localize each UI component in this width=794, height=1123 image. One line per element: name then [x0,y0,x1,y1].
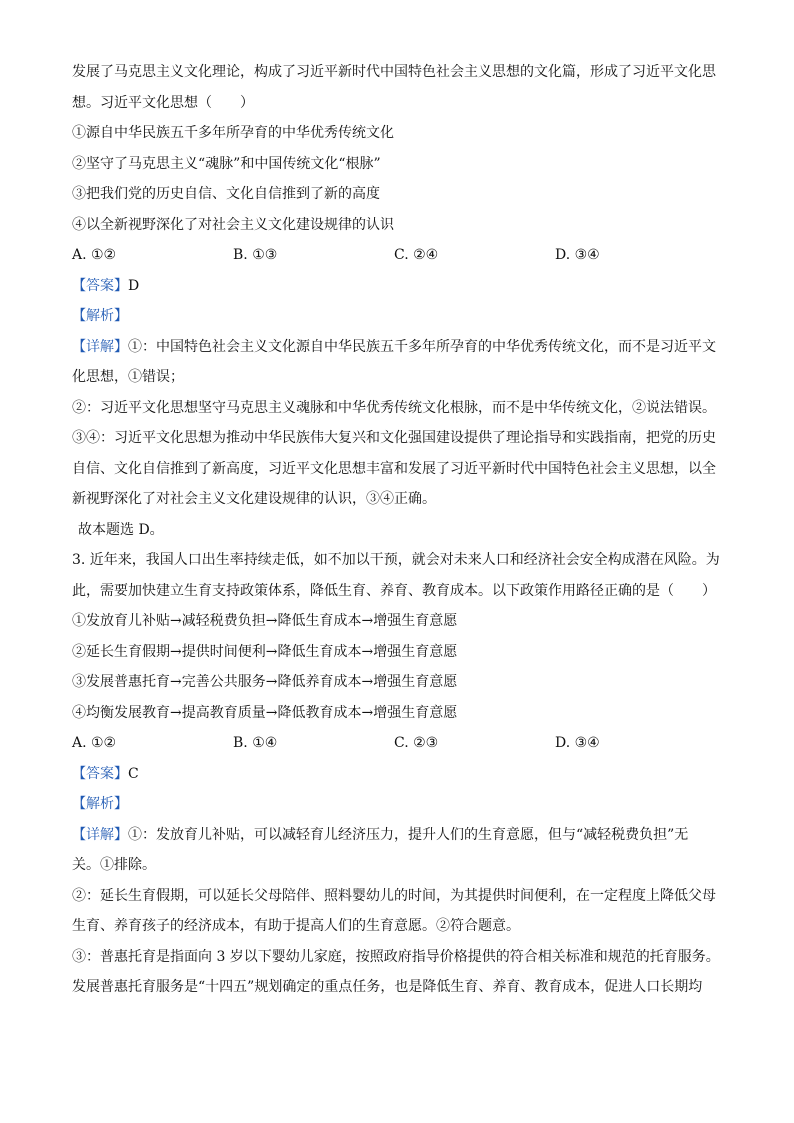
q3-detail-line-1 [72,825,722,846]
q2-detail-line-6: 新视野深化了对社会主义文化建设规律的认识，③④正确。 [72,491,436,507]
q3-detail-line-2: 关。①排除。 [72,857,156,873]
q3-stem-line-2: 此，需要加快建立生育支持政策体系，降低生育、养育、教育成本。以下政策作用路径正确的是（ ） [72,582,716,599]
q2-stem-line-2: 想。习近平文化思想（ ） [72,94,254,111]
detail-tag: 【详解】 [72,826,128,843]
q2-analysis [72,306,722,327]
q2-detail-line-4: ③④：习近平文化思想为推动中华民族伟大复兴和文化强国建设提供了理论指导和实践指南，把党的历史 [72,430,716,446]
q2-stem-line-1: 发展了马克思主义文化理论，构成了习近平新时代中国特色社会主义思想的文化篇，形成了习近平文化思 [72,64,716,80]
q2-conclusion: 故本题选 D。 [78,521,164,538]
q3-detail-line-3: ②：延长生育假期，可以延长父母陪伴、照料婴幼儿的时间，为其提供时间便利，在一定程度上降低父母 [72,887,716,904]
q3-analysis [72,794,722,815]
q2-detail-line-1 [72,337,722,358]
q2-detail-line-2: 化思想，①错误； [72,369,184,385]
analysis-tag: 【解析】 [72,308,128,324]
detail-text: ①：发放育儿补贴，可以减轻育儿经济压力，提升人们的生育意愿，但与“减轻税费负担”无 [128,826,689,843]
q3-item-2: ②延长生育假期→提供时间便利→降低生育成本→增强生育意愿 [72,643,458,660]
answer-value: C [128,765,139,782]
q3-detail-line-5: ③：普惠托育是指面向 3 岁以下婴幼儿家庭，按照政府指导价格提供的符合相关标准和规范的托育服务。 [72,948,720,965]
q2-option-d: D. ③④ [555,247,600,263]
q3-item-4: ④均衡发展教育→提高教育质量→降低教育成本→增强生育意愿 [72,704,458,721]
q2-option-c: C. ②④ [394,247,439,263]
q2-item-4: ④以全新视野深化了对社会主义文化建设规律的认识 [72,216,394,233]
q3-option-a: A. ①② [72,735,117,751]
q2-item-2: ②坚守了马克思主义“魂脉”和中国传统文化“根脉” [72,155,381,172]
q3-option-c: C. ②③ [394,735,439,751]
q2-option-a: A. ①② [72,247,117,263]
answer-tag: 【答案】 [72,765,128,782]
q3-stem-line-1: 3. 近年来，我国人口出生率持续走低，如不加以干预，就会对未来人口和经济社会安全构成潜在风险。为 [72,552,720,568]
q3-option-d: D. ③④ [555,735,600,751]
q3-option-b: B. ①④ [233,735,278,751]
q2-item-1: ①源自中华民族五千多年所孕育的中华优秀传统文化 [72,125,394,141]
q3-options [72,733,722,754]
q3-item-3: ③发展普惠托育→完善公共服务→降低养育成本→增强生育意愿 [72,674,458,690]
analysis-tag: 【解析】 [72,796,128,812]
detail-tag: 【详解】 [72,338,128,355]
q3-answer [72,764,722,785]
q2-item-3: ③把我们党的历史自信、文化自信推到了新的高度 [72,186,380,202]
answer-value: D [128,277,140,294]
q2-detail-line-3: ②：习近平文化思想坚守马克思主义魂脉和中华优秀传统文化根脉，而不是中华传统文化，②说法错误。 [72,399,716,416]
q2-options [72,245,722,266]
detail-text: ①：中国特色社会主义文化源自中华民族五千多年所孕育的中华优秀传统文化，而不是习近平文 [128,338,716,355]
document-page [72,62,722,1008]
q2-option-b: B. ①③ [233,247,278,263]
q2-answer [72,276,722,297]
answer-tag: 【答案】 [72,277,128,294]
q2-detail-line-5: 自信、文化自信推到了新高度，习近平文化思想丰富和发展了习近平新时代中国特色社会主义思想，以全 [72,460,716,477]
q3-item-1: ①发放育儿补贴→减轻税费负担→降低生育成本→增强生育意愿 [72,613,458,629]
q3-detail-line-4: 生育、养育孩子的经济成本，有助于提高人们的生育意愿。②符合题意。 [72,918,520,934]
q3-detail-line-6: 发展普惠托育服务是“十四五”规划确定的重点任务，也是降低生育、养育、教育成本，促进人口长期均 [72,979,703,995]
